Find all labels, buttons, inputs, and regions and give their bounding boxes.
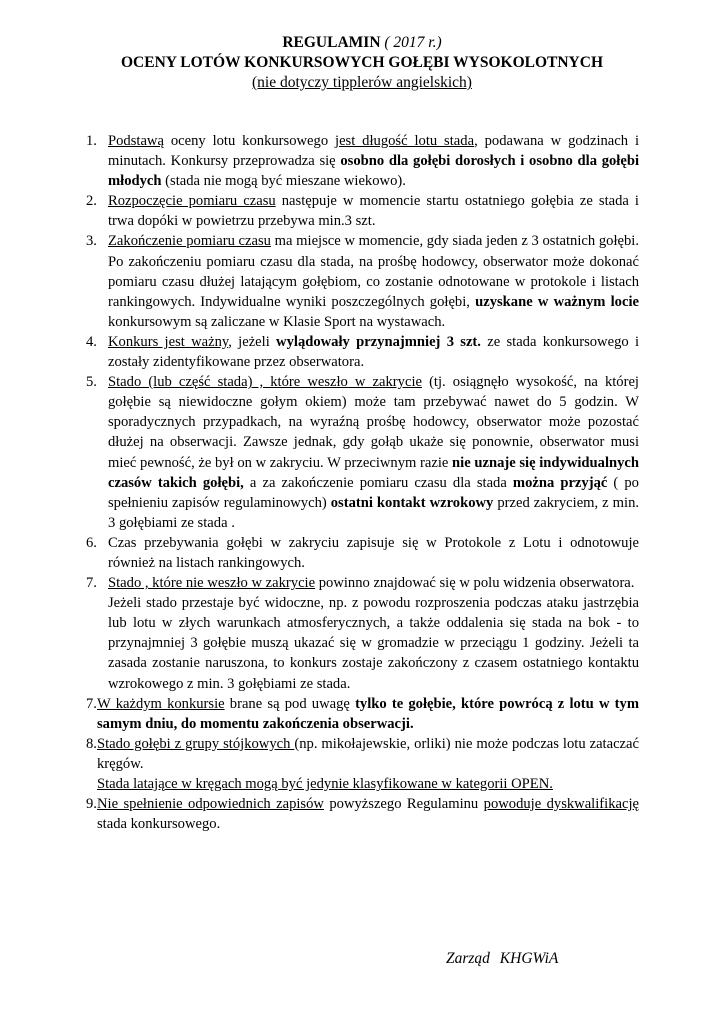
rule-text-underlined: jest długość lotu stada [335, 133, 475, 149]
rule-item-4 [87, 332, 639, 372]
rule-text-bold: nie uznaje się indywidualnych czasów takich gołębi, [108, 454, 640, 491]
rule-number: 7. [86, 575, 97, 592]
rule-text-underlined: W każdym konkursie [97, 695, 225, 712]
rule-text-underlined: Stado (lub część stada) , które weszło w zakrycie [108, 374, 422, 391]
rule-number: 8. [86, 735, 97, 752]
rule-item-5 [87, 372, 639, 533]
rule-item-2 [87, 191, 639, 231]
rule-item-8 [87, 734, 639, 794]
rule-text: oceny lotu konkursowego [163, 133, 336, 149]
rule-number: 4. [86, 333, 97, 350]
header-note: (nie dotyczy tipplerów angielskich) [252, 74, 472, 91]
rule-text: a za zakończenie pomiaru czasu dla stada [243, 474, 513, 491]
rule-number: 1. [86, 133, 97, 149]
rule-text-underlined: Nie spełnienie odpowiednich zapisów [97, 796, 324, 813]
rule-text-underlined: Podstawą [108, 133, 164, 149]
rule-text: Czas przebywania gołębi w zakryciu zapisuje się w Protokole z Lotu i odnotowuje również na listach rankingowych. [108, 534, 639, 571]
rule-number: 6. [86, 534, 97, 551]
rule-number: 5. [86, 374, 97, 391]
rule-text: (tj. osiągnęło wysokość, na której gołębie są niewidoczne gołym okiem) może tam przebywać nawet do 5 godzin. W sporadycznych przypadkach, na wyraźną prośbę hodowcy, obserwator może pozostać dłużej na obserwacji. Zawsze jednak, gdy gołąb ukaże się ponownie, obserwator musi mieć pewność, że był on w zakryciu. W przeciwnym razie [108, 374, 639, 471]
rule-number: 2. [86, 193, 97, 210]
rule-number: 7. [86, 695, 97, 712]
rule-text-underlined: Rozpoczęcie pomiaru czasu [108, 193, 276, 210]
rule-text: ( po spełnieniu zapisów regulaminowych) [108, 474, 639, 511]
rule-text: , podawana w godzinach i minutach. Konkursy przeprowadza się [108, 133, 640, 170]
rule-text-underlined: Stada latające w kręgach mogą być jedynie klasyfikowane w kategorii OPEN. [97, 776, 553, 792]
rule-text: ma miejsce w momencie, gdy siada jeden z 3 ostatnich gołębi. Po zakończeniu pomiaru czasu dla stada, na prośbę hodowcy, obserwator może dokonać pomiaru czasu dłużej latającym gołębiom, co zostanie odnotowane w protokole i listach rankingowych. Indywidualne wyniki poszczególnych gołębi, [108, 233, 639, 310]
rule-item-7b [87, 694, 639, 734]
rule-text-bold: wylądowały przynajmniej 3 szt. [276, 333, 481, 350]
rule-text-bold: ostatni kontakt wzrokowy [330, 494, 494, 511]
rules-list [87, 131, 639, 834]
rule-number: 9. [86, 796, 97, 813]
rule-number: 3. [86, 233, 97, 250]
rule-text-underlined: Stado , które nie weszło w zakrycie [108, 575, 316, 592]
title-year: ( 2017 r.) [384, 34, 442, 51]
rule-text: ze stada konkursowego i zostały zidentyfikowane przez obserwatora. [108, 333, 639, 371]
rule-text: powyższego Regulaminu [323, 796, 484, 813]
rule-item-7 [87, 573, 639, 694]
rule-item-1 [87, 131, 639, 191]
rule-text: konkursowym są zaliczane w Klasie Sport na wystawach. [108, 313, 446, 330]
rule-text-underlined: powoduje dyskwalifikację [483, 796, 639, 813]
rule-text: przed zakryciem, z min. 3 gołębiami ze stada . [108, 494, 640, 531]
rule-text: następuje w momencie startu ostatniego gołębia ze stada i trwa dopóki w powietrzu przebywa min.3 szt. [108, 193, 639, 230]
rule-text-bold: można przyjąć [512, 474, 608, 491]
document-header [0, 33, 724, 93]
rule-text: powinno znajdować się w polu widzenia obserwatora. [315, 575, 635, 592]
signature: Zarząd KHGWiA [446, 950, 559, 967]
subtitle: OCENY LOTÓW KONKURSOWYCH GOŁĘBI WYSOKOLOTNYCH [120, 54, 603, 71]
rule-item-9 [87, 794, 639, 834]
rule-text-bold: osobno dla gołębi dorosłych i osobno dla gołębi młodych [108, 153, 640, 190]
rule-text: Jeżeli stado przestaje być widoczne, np. z powodu rozproszenia podczas ataku jastrzębia lub lotu w złych warunkach atmosferycznych, a także oddalenia się stada na bok - to przynajmniej 3 gołębie muszą ukazać się w gromadzie w przeciągu 1 godziny. Jeżeli ta zasada zostanie naruszona, to konkurs zostaje zakończony z czasem ostatniego kontaktu wzrokowego z min. 3 gołębiami ze stada. [108, 595, 639, 692]
rule-text: brane są pod uwagę [224, 695, 356, 712]
rule-item-6 [87, 533, 639, 573]
rule-text: stada konkursowego. [97, 816, 221, 833]
rule-text-underlined: Stado gołębi z grupy stójkowych [97, 735, 295, 752]
rule-text-underlined: Konkurs jest ważny [108, 333, 229, 350]
rule-text: (np. mikołajewskie, orliki) nie może podczas lotu zataczać kręgów. [97, 735, 639, 772]
title-main: REGULAMIN [282, 34, 381, 51]
rule-text: , jeżeli [228, 333, 277, 350]
rule-text-underlined: Zakończenie pomiaru czasu [108, 233, 271, 250]
rule-item-3 [87, 231, 639, 331]
title-line [0, 33, 724, 53]
rule-text-bold: uzyskane w ważnym locie [475, 293, 639, 310]
rule-text: (stada nie mogą być mieszane wiekowo). [161, 173, 406, 190]
rule-text-bold: tylko te gołębie, które powrócą z lotu w tym samym dniu, do momentu zakończenia obserwacji. [97, 695, 639, 732]
